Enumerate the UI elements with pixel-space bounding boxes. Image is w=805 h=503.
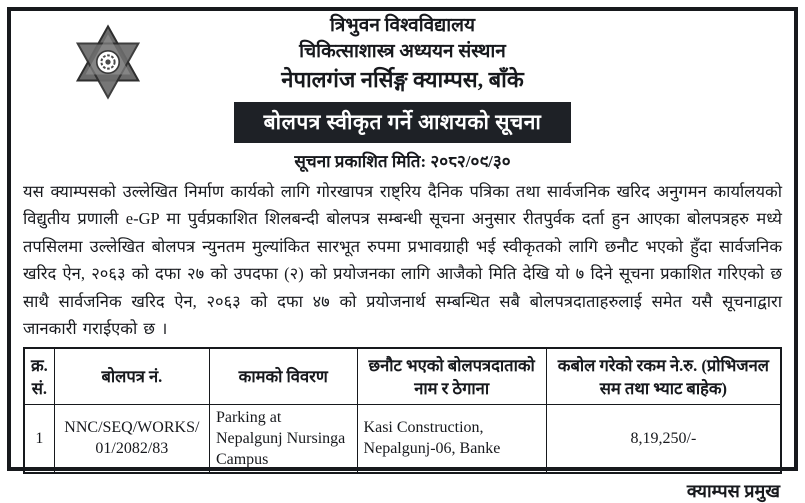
- org-name-campus: नेपालगंज नर्सिङ्ग क्याम्पस, बाँके: [281, 67, 524, 92]
- col-header-work-desc: कामको विवरण: [209, 348, 357, 404]
- org-name-university: त्रिभुवन विश्वविद्यालय: [329, 15, 476, 36]
- published-date: सूचना प्रकाशित मिति: २०८२/०९/३०: [294, 152, 511, 171]
- table-row: [24, 404, 781, 473]
- document-border-frame: [7, 7, 798, 501]
- notice-title-banner: बोलपत्र स्वीकृत गर्ने आशयको सूचना: [234, 102, 572, 143]
- notice-body-paragraph: यस क्याम्पसको उल्लेखित निर्माण कार्यको लागि गोरखापत्र राष्ट्रिय दैनिक पत्रिका तथा सार्वजनिक खरिद अनुगमन कार्यालयको विद्युतीय प्रणाली e-GP मा पुर्वप्रकाशित शिलबन्दी बोलपत्र सम्बन्धी सूचना अनुसार रीतपुर्वक दर्ता हुन आएका बोलपत्रहरु मध्ये तपसिलमा उल्लेखित बोलपत्र न्युनतम मुल्यांकित सारभूत रुपमा प्रभावग्राही भई स्वीकृतको लागि छनौट भएको हुँदा सार्वजनिक खरिद ऐन, २०६३ को दफा २७ को उपदफा (२) को प्रयोजनका लागि आजैको मिति देखि यो ७ दिने सूचना प्रकाशित गरिएको छ साथै सार्वजनिक खरिद ऐन, २०६३ को दफा ४७ को प्रयोजनार्थ सम्बन्धित सबै बोलपत्रदाताहरुलाई समेत यसै सूचनाद्वारा जानकारी गराईएको छ ।: [23, 182, 782, 339]
- document-header: [23, 13, 782, 173]
- cell-work-desc: Parking at Nepalgunj Nursinga Campus: [209, 404, 357, 473]
- cell-amount: 8,19,250/-: [546, 404, 781, 473]
- cell-tender-no: NNC/SEQ/WORKS/01/2082/83: [54, 404, 209, 473]
- cell-bidder: Kasi Construction, Nepalgunj-06, Banke: [357, 404, 546, 473]
- col-header-tender-no: बोलपत्र नं.: [54, 348, 209, 404]
- table-header-row: [24, 348, 781, 404]
- tribhuvan-university-emblem-icon: [75, 21, 141, 103]
- tender-detail-table: [23, 347, 782, 474]
- notice-title-row: [23, 102, 782, 143]
- org-name-institute: चिकित्साशास्त्र अध्ययन संस्थान: [299, 41, 506, 62]
- col-header-bidder: छनौट भएको बोलपत्रदाताको नाम र ठेगाना: [357, 348, 546, 404]
- col-header-serial-no: क्र. सं.: [24, 348, 54, 404]
- cell-serial-no: 1: [24, 404, 54, 473]
- signature-title: क्याम्पस प्रमुख: [686, 480, 780, 501]
- col-header-amount: कबोल गरेको रकम ने.रु. (प्रोभिजनल सम तथा भ्याट बाहेक): [546, 348, 781, 404]
